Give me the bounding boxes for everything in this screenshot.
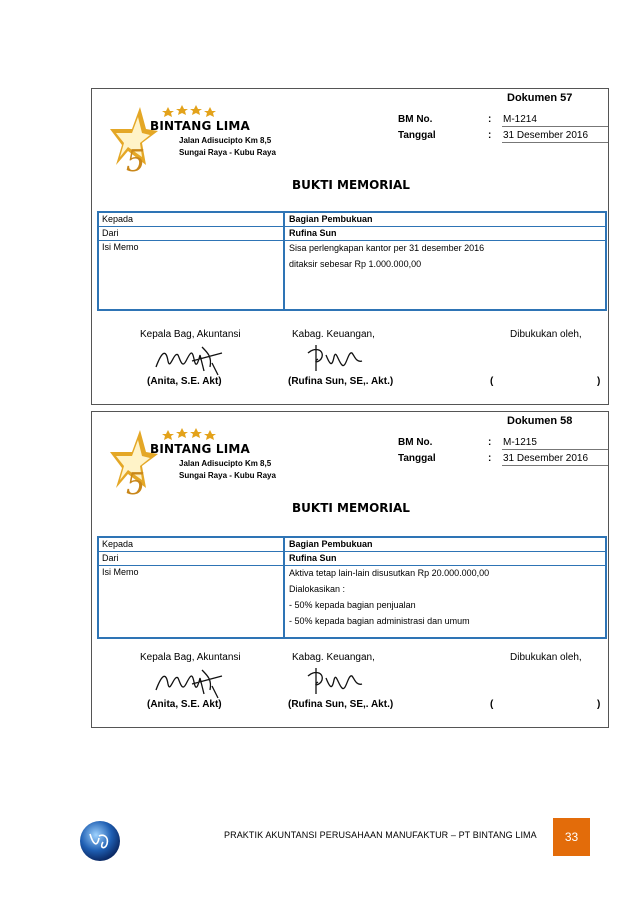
signature-label-bookkeeper: Dibukukan oleh,: [510, 652, 582, 663]
underline: [502, 126, 608, 127]
company-name: BINTANG LIMA: [150, 442, 251, 456]
signatory-open-paren: (: [490, 699, 494, 710]
bm-number-label: BM No.: [398, 114, 433, 125]
signature-anita: [152, 664, 232, 700]
memo-document: [91, 411, 609, 728]
memo-line: - 50% kepada bagian penjualan: [289, 600, 416, 610]
colon: :: [488, 453, 492, 464]
kepada-label: Kepada: [102, 214, 134, 224]
document-title: Dokumen 58: [507, 415, 573, 427]
memo-line: - 50% kepada bagian administrasi dan umum: [289, 616, 470, 626]
dari-label: Dari: [102, 553, 119, 563]
footer-text: PRAKTIK AKUNTANSI PERUSAHAAN MANUFAKTUR – PT BINTANG LIMA: [224, 830, 537, 840]
svg-text:5: 5: [126, 144, 146, 179]
signatory-open-paren: (: [490, 376, 494, 387]
document-heading: BUKTI MEMORIAL: [292, 501, 410, 515]
signature-label-finance: Kabag. Keuangan,: [292, 329, 375, 340]
table-row: [99, 227, 605, 241]
svg-text:5: 5: [126, 467, 146, 502]
signature-label-accounting: Kepala Bag, Akuntansi: [140, 329, 241, 340]
isi-memo-label: Isi Memo: [102, 567, 139, 577]
bm-number-value: M-1215: [503, 437, 537, 448]
memo-line: Aktiva tetap lain-lain disusutkan Rp 20.000.000,00: [289, 568, 490, 578]
document-heading: BUKTI MEMORIAL: [292, 178, 410, 192]
bm-number-value: M-1214: [503, 114, 537, 125]
memo-line: Sisa perlengkapan kantor per 31 desember 2016: [289, 243, 485, 253]
publisher-logo-icon: [79, 820, 121, 862]
table-row: [99, 213, 605, 227]
date-label: Tanggal: [398, 453, 436, 464]
underline: [502, 142, 608, 143]
bm-number-label: BM No.: [398, 437, 433, 448]
address-line-2: Sungai Raya - Kubu Raya: [179, 148, 276, 157]
memo-table: [97, 211, 607, 311]
underline: [502, 449, 608, 450]
signatory-name-2: (Rufina Sun, SE,. Akt.): [288, 699, 394, 710]
address-line-1: Jalan Adisucipto Km 8,5: [179, 136, 272, 145]
signature-label-finance: Kabag. Keuangan,: [292, 652, 375, 663]
dari-value: Rufina Sun: [289, 228, 337, 238]
memo-document: [91, 88, 609, 405]
address-line-2: Sungai Raya - Kubu Raya: [179, 471, 276, 480]
memo-line: Dialokasikan :: [289, 584, 346, 594]
signatory-name-1: (Anita, S.E. Akt): [147, 699, 222, 710]
dari-label: Dari: [102, 228, 119, 238]
signatory-name-1: (Anita, S.E. Akt): [147, 376, 222, 387]
document-title: Dokumen 57: [507, 92, 573, 104]
company-name: BINTANG LIMA: [150, 119, 251, 133]
table-row: [99, 241, 605, 309]
address-line-1: Jalan Adisucipto Km 8,5: [179, 459, 272, 468]
memo-line: ditaksir sebesar Rp 1.000.000,00: [289, 259, 422, 269]
kepada-value: Bagian Pembukuan: [289, 539, 373, 549]
signature-anita: [152, 341, 232, 377]
signatory-name-2: (Rufina Sun, SE,. Akt.): [288, 376, 394, 387]
colon: :: [488, 130, 492, 141]
table-row: [99, 566, 605, 637]
memo-table: [97, 536, 607, 639]
date-label: Tanggal: [398, 130, 436, 141]
page-number: 33: [553, 818, 590, 856]
kepada-label: Kepada: [102, 539, 134, 549]
date-value: 31 Desember 2016: [503, 453, 589, 464]
signature-rufina: [304, 341, 374, 377]
signature-label-accounting: Kepala Bag, Akuntansi: [140, 652, 241, 663]
signature-rufina: [304, 664, 374, 700]
colon: :: [488, 437, 492, 448]
signatory-close-paren: ): [597, 699, 601, 710]
underline: [502, 465, 608, 466]
table-row: [99, 552, 605, 566]
table-row: [99, 538, 605, 552]
signature-label-bookkeeper: Dibukukan oleh,: [510, 329, 582, 340]
colon: :: [488, 114, 492, 125]
date-value: 31 Desember 2016: [503, 130, 589, 141]
isi-memo-label: Isi Memo: [102, 242, 139, 252]
dari-value: Rufina Sun: [289, 553, 337, 563]
signatory-close-paren: ): [597, 376, 601, 387]
kepada-value: Bagian Pembukuan: [289, 214, 373, 224]
